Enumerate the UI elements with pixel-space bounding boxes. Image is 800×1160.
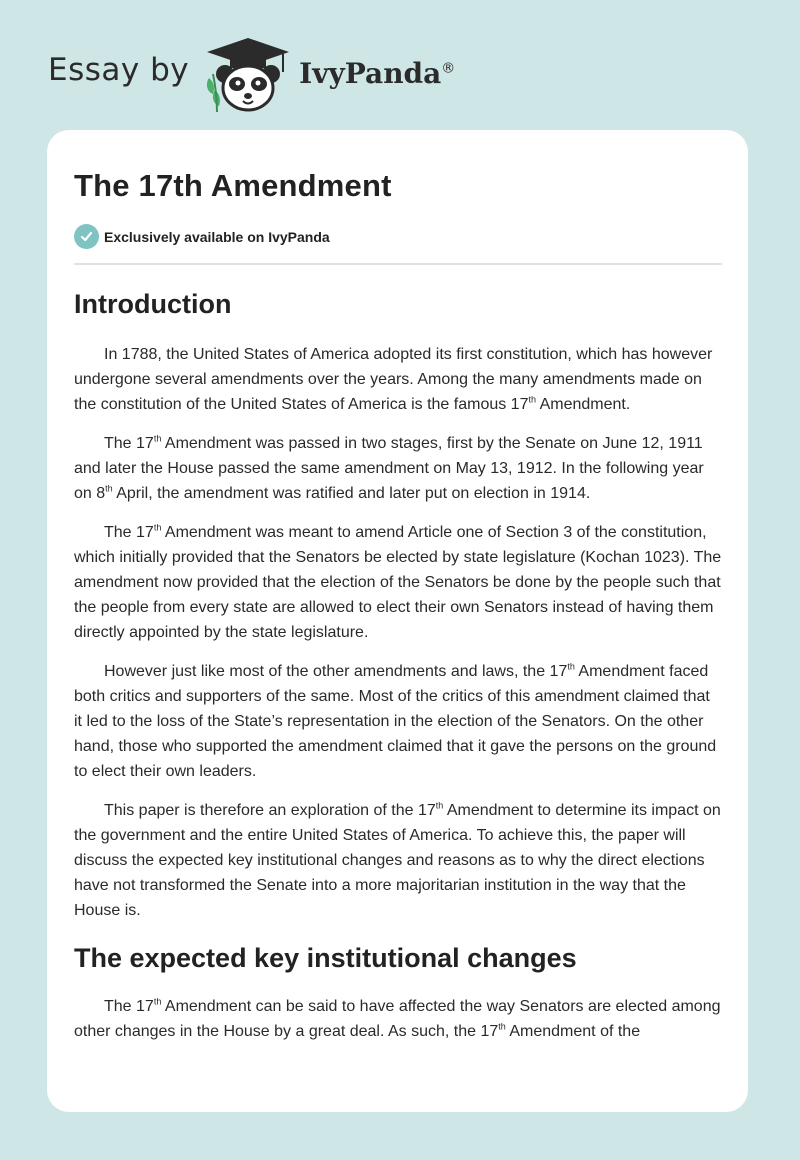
panda-graduate-icon [203,34,293,114]
exclusive-badge-label: Exclusively available on IvyPanda [104,228,330,245]
paragraph: In 1788, the United States of America adopted its first constitution, which has however undergone several amendments over the years. Among the many amendments made on the constitution of the United States of America is the famous 17th Amendment. [74,346,713,413]
page-title: The 17th Amendment [74,168,392,203]
check-icon [74,224,99,249]
brand-name: IvyPanda® [299,56,456,90]
section-heading-institutional-changes: The expected key institutional changes [74,943,577,973]
paragraph: This paper is therefore an exploration of the 17th Amendment to determine its impact on the government and the entire United States of America. To achieve this, the paper will discuss the expected key institutional changes and reasons as to why the direct elections have not transformed the Senate into a more majoritarian institution in the way that the House is. [74,800,721,919]
exclusive-badge [74,224,722,249]
brand-logo[interactable] [48,34,455,114]
paragraph: The 17th Amendment can be said to have affected the way Senators are elected among other changes in the House by a great deal. As such, the 17th Amendment of the [74,996,721,1040]
essay-card [47,130,748,1112]
brand-prefix: Essay by [48,52,190,88]
paragraph: However just like most of the other amendments and laws, the 17th Amendment faced both critics and supporters of the same. Most of the critics of this amendment claimed that it led to the loss of the State’s representation in the election of the Senators. On the other hand, those who supported the amendment claimed that it gave the persons on the ground to elect their own leaders. [74,661,717,780]
title-divider [74,263,722,265]
paragraph: The 17th Amendment was passed in two stages, first by the Senate on June 12, 1911 and later the House passed the same amendment on May 13, 1912. In the following year on 8th April, the amendment was ratified and later put on election in 1914. [74,433,704,502]
section-heading-introduction: Introduction [74,289,232,319]
paragraph: The 17th Amendment was meant to amend Article one of Section 3 of the constitution, which initially provided that the Senators be elected by state legislature (Kochan 1023). The amendment now provided that the election of the Senators be done by the people such that the people from every state are allowed to elect their own Senators instead of having them directly appointed by the state legislature. [74,522,722,641]
